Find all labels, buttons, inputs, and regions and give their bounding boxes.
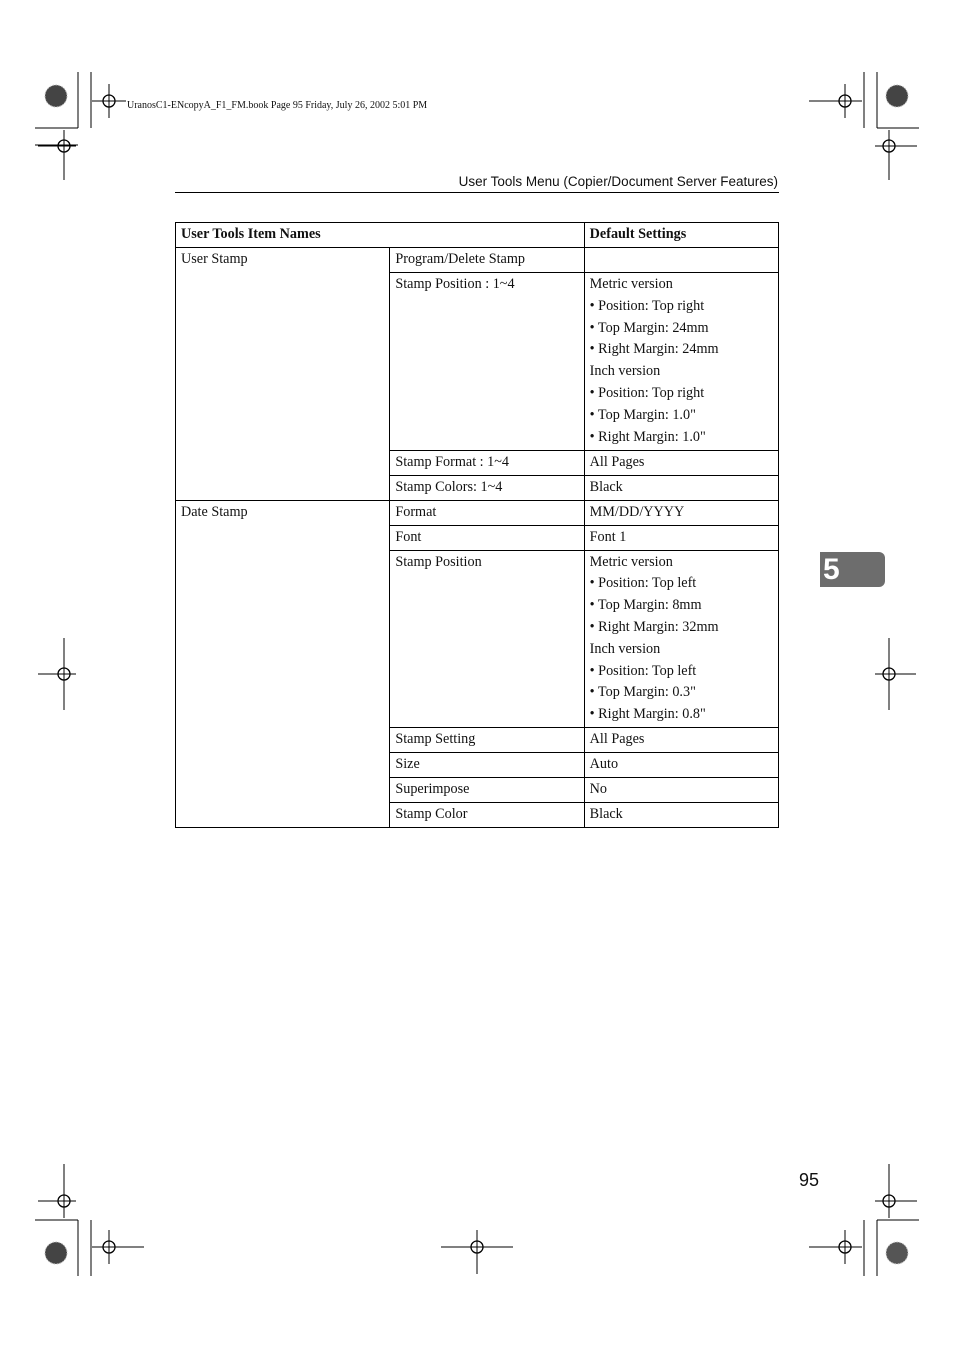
column-header-default-settings: Default Settings [584,223,778,248]
header-rule [175,192,779,193]
default-setting-line: Black [589,478,623,495]
default-setting-line: Inch version [589,640,661,657]
default-setting-cell [584,550,778,728]
default-setting-line: • Top Margin: 0.3" [589,684,696,701]
crop-mark-top-right [805,70,925,190]
default-setting-line: • Top Margin: 1.0" [589,406,696,423]
default-setting-cell [584,525,778,550]
crop-mark-middle-left [30,636,90,712]
item-name-cell: Stamp Position : 1~4 [390,273,584,451]
default-setting-line: • Right Margin: 1.0" [589,428,706,445]
default-setting-line: Metric version [589,276,673,292]
item-name-cell: Format [390,500,584,525]
item-name-cell: Stamp Color [390,803,584,828]
default-setting-line: Black [589,806,623,823]
item-name-cell: Stamp Position [390,550,584,728]
item-name-cell: Stamp Format : 1~4 [390,450,584,475]
item-name-cell: Superimpose [390,778,584,803]
default-setting-line: • Top Margin: 24mm [589,319,709,336]
default-setting-line: • Right Margin: 24mm [589,341,719,358]
group-name-cell: Date Stamp [176,500,390,828]
default-setting-cell [584,803,778,828]
default-setting-line: • Right Margin: 32mm [589,618,719,635]
item-name-cell: Stamp Colors: 1~4 [390,475,584,500]
crop-mark-bottom-right [805,1162,925,1282]
item-name-cell: Font [390,525,584,550]
default-setting-line: • Top Margin: 8mm [589,597,702,614]
table-row [176,500,779,525]
default-setting-line: Auto [589,756,619,773]
table-body [176,248,779,828]
default-setting-line: • Position: Top right [589,297,705,314]
default-setting-line: MM/DD/YYYY [589,503,685,520]
group-name-cell: User Stamp [176,248,390,501]
default-setting-line: No [589,781,608,798]
default-setting-line: All Pages [589,731,645,748]
default-setting-cell [584,778,778,803]
default-setting-line: • Position: Top left [589,575,697,592]
table-row [176,248,779,273]
print-info: UranosC1-ENcopyA_F1_FM.book Page 95 Friday, July 26, 2002 5:01 PM [127,100,428,111]
default-setting-line: Font 1 [589,528,627,545]
default-setting-line [590,251,773,268]
running-header: User Tools Menu (Copier/Document Server Features) [458,174,778,189]
item-name-cell: Size [390,753,584,778]
item-name-cell: Program/Delete Stamp [390,248,584,273]
user-tools-table [175,222,779,828]
crop-mark-bottom-center [440,1228,516,1278]
default-setting-line: • Position: Top left [589,662,697,679]
default-setting-line: • Right Margin: 0.8" [589,706,706,723]
default-setting-cell [584,500,778,525]
default-setting-cell [584,450,778,475]
default-setting-line: Metric version [589,553,673,570]
chapter-tab: 5 [820,552,885,587]
default-setting-cell [584,728,778,753]
table-header-row [176,223,779,248]
default-setting-line: • Position: Top right [589,384,705,401]
crop-mark-bottom-left [30,1162,150,1282]
default-setting-cell [584,248,778,273]
page-number: 95 [799,1170,820,1190]
default-setting-line: Inch version [589,363,661,380]
default-setting-cell [584,475,778,500]
crop-mark-middle-right [860,636,920,712]
default-setting-line: All Pages [589,453,645,470]
item-name-cell: Stamp Setting [390,728,584,753]
crop-mark-top-left [30,70,150,190]
column-header-item-names: User Tools Item Names [176,223,585,248]
default-setting-cell [584,273,778,451]
default-setting-cell [584,753,778,778]
